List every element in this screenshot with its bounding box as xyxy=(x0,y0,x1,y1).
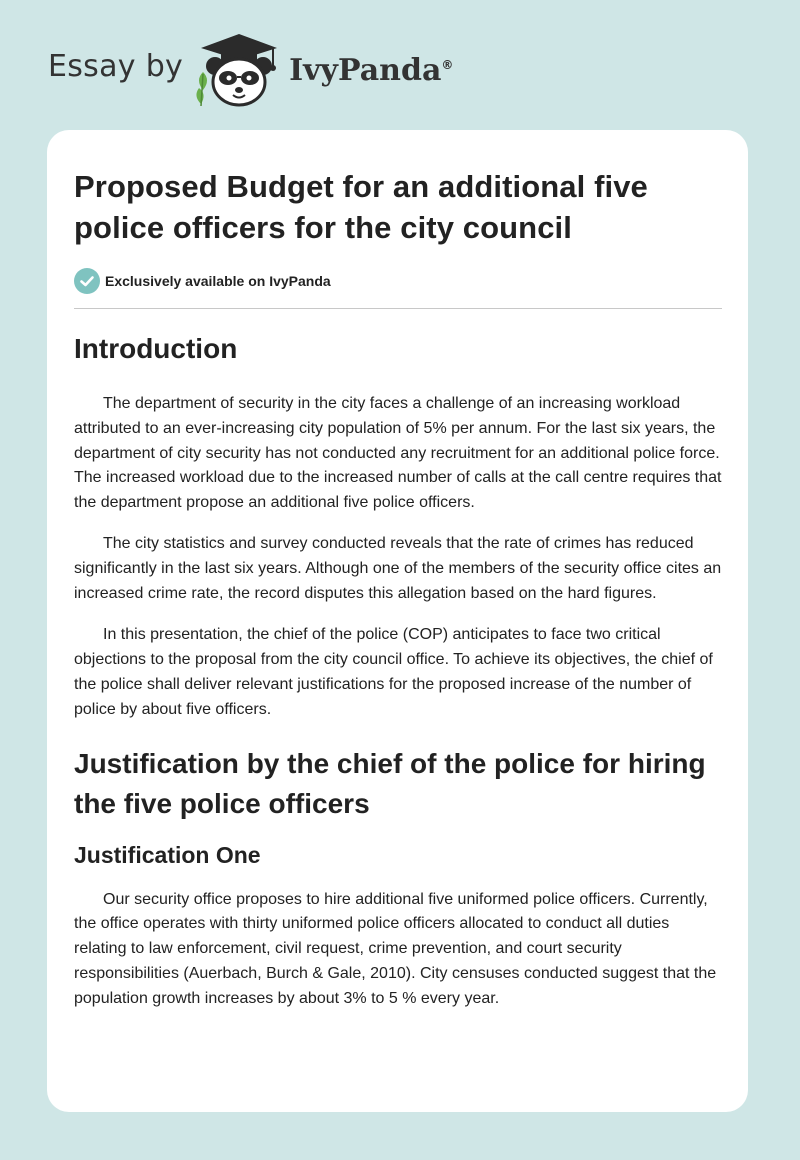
registered-mark: ® xyxy=(441,57,454,72)
panda-graduate-logo-icon[interactable] xyxy=(193,30,285,110)
introduction-paragraph-2: The city statistics and survey conducted reveals that the rate of crimes has reduced significantly in the last six years. Although one of the members of the security office cites an increased crime rate, the record disputes this allegation based on the hard figures. xyxy=(74,534,722,602)
justification-one-heading: Justification One xyxy=(74,841,261,868)
article-card xyxy=(47,130,748,1112)
brand-name[interactable]: IvyPanda® xyxy=(289,52,454,88)
check-circle-icon xyxy=(74,268,100,294)
justification-heading: Justification by the chief of the police for hiring the five police officers xyxy=(74,747,706,819)
introduction-paragraph-3: In this presentation, the chief of the police (COP) anticipates to face two critical objections to the proposal from the city council office. To achieve its objectives, the chief of the police shall deliver relevant justifications for the proposed increase of the number of police by about five officers. xyxy=(74,626,713,718)
exclusive-badge-text: Exclusively available on IvyPanda xyxy=(105,273,331,289)
exclusive-badge xyxy=(74,268,722,294)
article-title: Proposed Budget for an additional five police officers for the city council xyxy=(74,169,648,245)
justification-one-paragraph: Our security office proposes to hire additional five uniformed police officers. Currently, the office operates with thirty uniformed police officers allocated to conduct all duties relating to law enforcement, civil request, crime prevention, and court security responsibilities (Auerbach, Burch & Gale, 2010). City censuses conducted suggest that the population growth increases by about 3% to 5 % every year. xyxy=(74,890,717,1007)
brand-header xyxy=(48,30,453,110)
introduction-heading: Introduction xyxy=(74,333,238,364)
essay-by-label: Essay by xyxy=(48,48,184,84)
introduction-paragraph-1: The department of security in the city faces a challenge of an increasing workload attributed to an ever-increasing city population of 5% per annum. For the last six years, the department of city security has not conducted any recruitment for an additional police force. The increased workload due to the increased number of calls at the call centre requires that the department propose an additional five police officers. xyxy=(74,395,722,512)
title-divider xyxy=(74,308,722,309)
